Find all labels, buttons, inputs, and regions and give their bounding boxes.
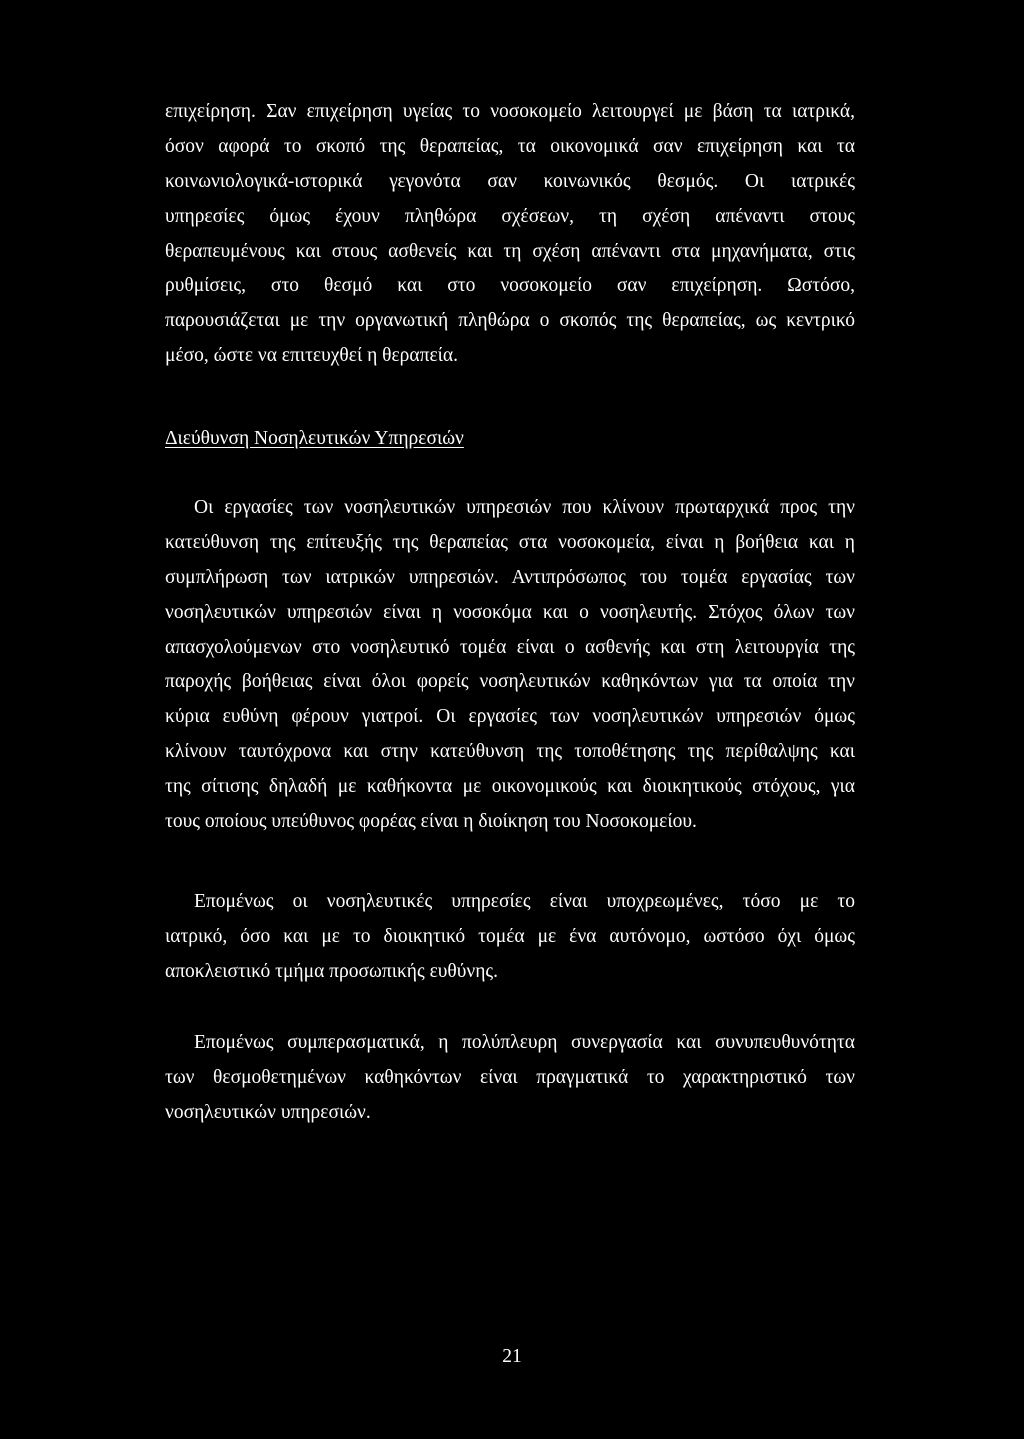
section-heading: Διεύθυνση Νοσηλευτικών Υπηρεσιών — [165, 428, 464, 449]
paragraph-line: μέσο, ώστε να επιτευχθεί η θεραπεία. — [165, 345, 458, 367]
paragraph-line: παρουσιάζεται με την οργανωτική πληθώρα ο σκοπός της θεραπείας, ως κεντρικό — [165, 310, 855, 332]
paragraph-1 — [165, 95, 855, 374]
paragraph-4 — [165, 1026, 855, 1131]
page-number: 21 — [502, 1346, 522, 1367]
paragraph-line: νοσηλευτικών υπηρεσιών είναι η νοσοκόμα και ο νοσηλευτής. Στόχος όλων των — [165, 601, 855, 623]
paragraph-line: θεραπευμένους και στους ασθενείς και τη σχέση απέναντι στα μηχανήματα, στις — [165, 240, 855, 262]
paragraph-line: των θεσμοθετημένων καθηκόντων είναι πραγματικά το χαρακτηριστικό των — [165, 1066, 855, 1088]
paragraph-line: τους οποίους υπεύθυνος φορέας είναι η διοίκηση του Νοσοκομείου. — [165, 811, 697, 833]
paragraph-3 — [165, 885, 855, 990]
paragraph-line: ρυθμίσεις, στο θεσμό και στο νοσοκομείο σαν επιχείρηση. Ωστόσο, — [165, 275, 855, 297]
paragraph-line: Επομένως οι νοσηλευτικές υπηρεσίες είναι υποχρεωμένες, τόσο με το — [194, 891, 855, 912]
paragraph-line: απασχολούμενων στο νοσηλευτικό τομέα είναι ο ασθενής και στη λειτουργία της — [165, 636, 855, 658]
paragraph-line: παροχής βοήθειας είναι όλοι φορείς νοσηλευτικών καθηκόντων για τα οποία την — [165, 671, 855, 693]
paragraph-line: νοσηλευτικών υπηρεσιών. — [165, 1101, 371, 1123]
paragraph-line: κατεύθυνση της επίτευξής της θεραπείας στα νοσοκομεία, είναι η βοήθεια και η — [165, 531, 855, 553]
paragraph-line: επιχείρηση. Σαν επιχείρηση υγείας το νοσοκομείο λειτουργεί με βάση τα ιατρικά, — [165, 101, 855, 122]
paragraph-line: ιατρικό, όσο και με το διοικητικό τομέα με ένα αυτόνομο, ωστόσο όχι όμως — [165, 925, 855, 947]
paragraph-line: αποκλειστικό τμήμα προσωπικής ευθύνης. — [165, 960, 499, 982]
paragraph-line: Επομένως συμπερασματικά, η πολύπλευρη συνεργασία και συνυπευθυνότητα — [194, 1032, 855, 1053]
paragraph-line: όσον αφορά το σκοπό της θεραπείας, τα οικονομικά σαν επιχείρηση και τα — [165, 135, 855, 157]
paragraph-2 — [165, 491, 855, 840]
paragraph-line: κοινωνιολογικά-ιστορικά γεγονότα σαν κοινωνικός θεσμός. Οι ιατρικές — [165, 170, 855, 192]
paragraph-line: υπηρεσίες όμως έχουν πληθώρα σχέσεων, τη σχέση απέναντι στους — [165, 205, 855, 227]
paragraph-line: της σίτισης δηλαδή με καθήκοντα με οικονομικούς και διοικητικούς στόχους, για — [165, 776, 855, 798]
paragraph-line: κλίνουν ταυτόχρονα και στην κατεύθυνση της τοποθέτησης της περίθαλψης και — [165, 741, 855, 763]
paragraph-line: Οι εργασίες των νοσηλευτικών υπηρεσιών που κλίνουν πρωταρχικά προς την — [194, 497, 855, 518]
paragraph-line: κύρια ευθύνη φέρουν γιατροί. Οι εργασίες των νοσηλευτικών υπηρεσιών όμως — [165, 706, 855, 728]
paragraph-line: συμπλήρωση των ιατρικών υπηρεσιών. Αντιπρόσωπος του τομέα εργασίας των — [165, 566, 855, 588]
